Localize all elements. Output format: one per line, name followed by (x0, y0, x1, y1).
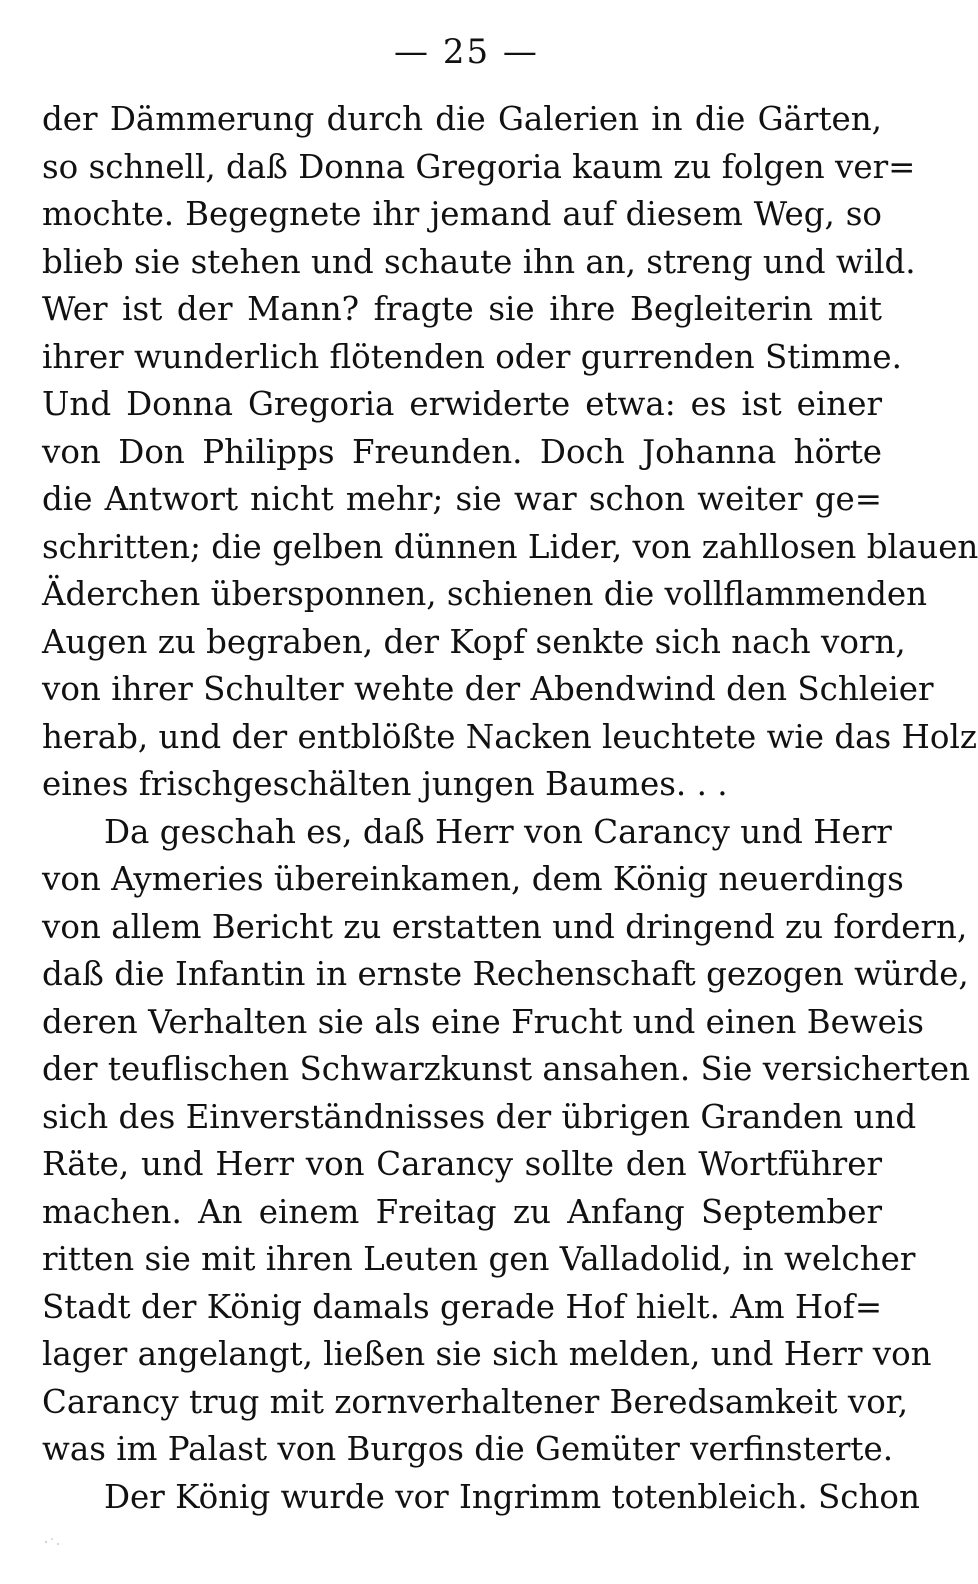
text-line: Räte, und Herr von Carancy sollte den Wortführer (42, 1145, 882, 1183)
text-line: Wer ist der Mann? fragte sie ihre Begleiterin mit (42, 290, 882, 328)
body-text (42, 96, 978, 1521)
text-line: daß die Infantin in ernste Rechenschaft gezogen würde, (42, 955, 969, 993)
text-line: ihrer wunderlich flötenden oder gurrenden Stimme. (42, 337, 902, 376)
text-line: deren Verhalten sie als eine Frucht und einen Beweis (42, 1002, 924, 1041)
text-line: Und Donna Gregoria erwiderte etwa: es ist einer (42, 385, 882, 423)
text-line: der teuflischen Schwarzkunst ansahen. Sie versicherten (42, 1050, 971, 1088)
text-line: von allem Bericht zu erstatten und dringend zu fordern, (42, 907, 968, 946)
text-line: Äderchen übersponnen, schienen die vollflammenden (42, 575, 928, 613)
paragraph-start-line: Da geschah es, daß Herr von Carancy und Herr (104, 812, 892, 851)
text-line: herab, und der entblößte Nacken leuchtete wie das Holz (42, 717, 977, 756)
scan-speck-mark (42, 1535, 64, 1549)
text-line: blieb sie stehen und schaute ihn an, streng und wild. (42, 242, 916, 281)
text-line: Augen zu begraben, der Kopf senkte sich nach vorn, (42, 622, 906, 661)
paragraph-start-line: Der König wurde vor Ingrimm totenbleich. Schon (104, 1477, 920, 1516)
text-line: sich des Einverständnisses der übrigen Granden und (42, 1097, 917, 1136)
text-line: von Don Philipps Freunden. Doch Johanna hörte (42, 432, 882, 471)
text-line: der Dämmerung durch die Galerien in die Gärten, (42, 100, 882, 138)
page-number: — 25 — (394, 32, 539, 72)
text-line: machen. An einem Freitag zu Anfang September (42, 1192, 882, 1231)
paragraph-end-line: was im Palast von Burgos die Gemüter verfinsterte. (42, 1430, 894, 1468)
text-line: von Aymeries übereinkamen, dem König neuerdings (42, 860, 904, 898)
text-line: ritten sie mit ihren Leuten gen Valladolid, in welcher (42, 1240, 916, 1278)
text-line: schritten; die gelben dünnen Lider, von zahllosen blauen (42, 527, 978, 566)
text-line: Stadt der König damals gerade Hof hielt. Am Hof= (42, 1287, 883, 1326)
text-line: die Antwort nicht mehr; sie war schon weiter ge= (42, 480, 882, 518)
text-line: mochte. Begegnete ihr jemand auf diesem Weg, so (42, 195, 882, 233)
text-line: so schnell, daß Donna Gregoria kaum zu folgen ver= (42, 147, 916, 186)
text-line: lager angelangt, ließen sie sich melden, und Herr von (42, 1335, 932, 1373)
paragraph-end-line: eines frischgeschälten jungen Baumes. . . (42, 765, 728, 803)
text-line: Carancy trug mit zornverhaltener Beredsamkeit vor, (42, 1382, 909, 1421)
text-line: von ihrer Schulter wehte der Abendwind den Schleier (42, 670, 934, 708)
